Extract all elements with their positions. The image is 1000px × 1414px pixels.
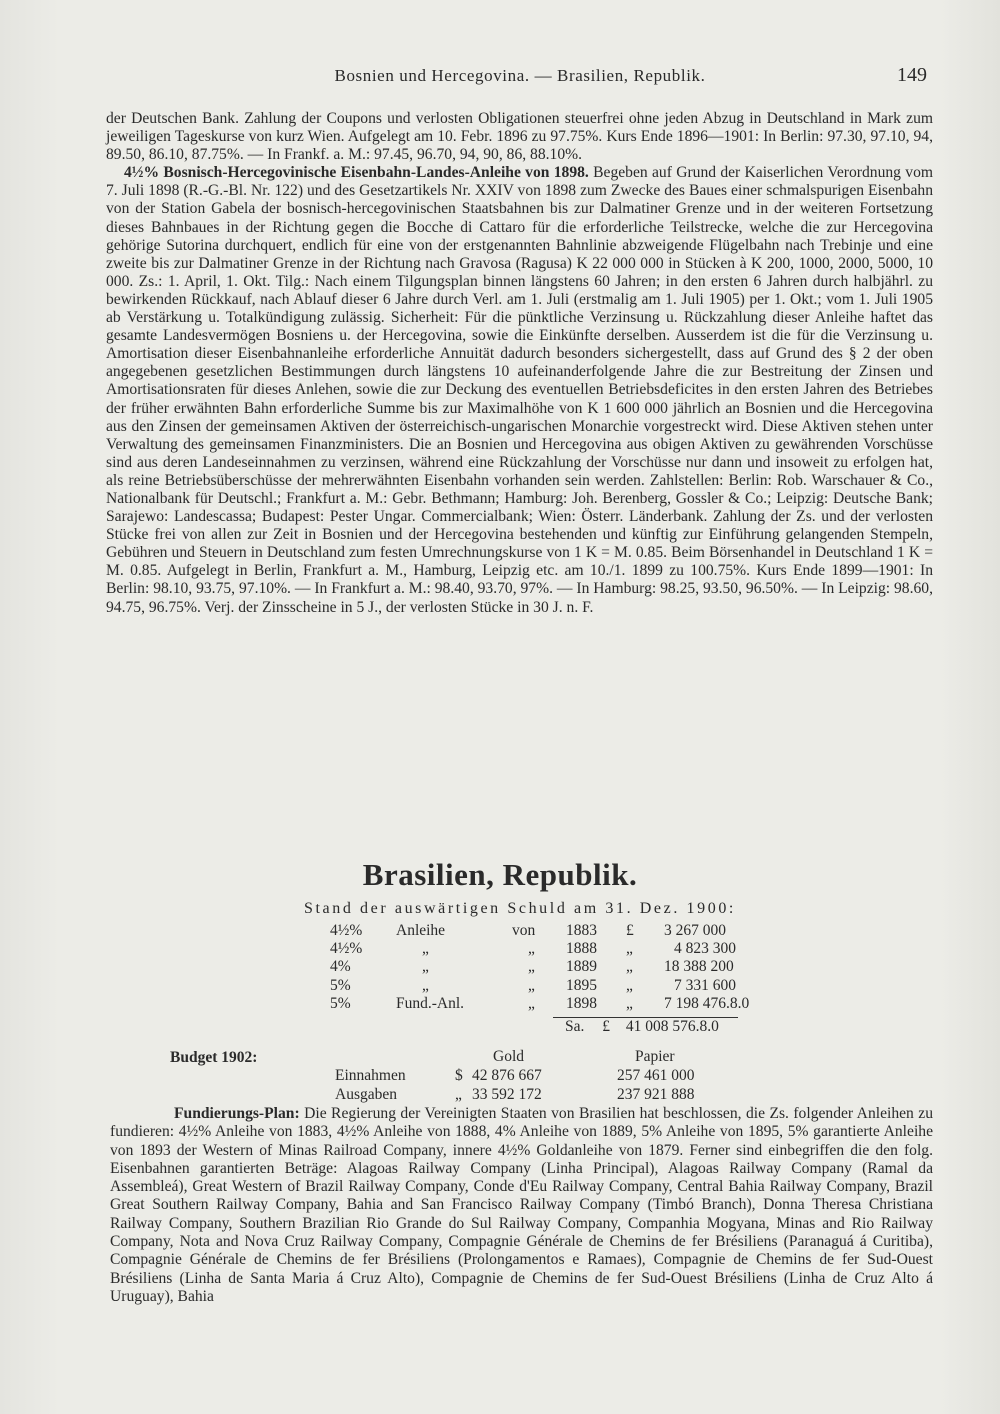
table-row bbox=[330, 922, 794, 940]
budget-row-label: Ausgaben bbox=[335, 1086, 397, 1103]
budget-currency: „ bbox=[455, 1086, 462, 1103]
budget-row-label: Einnahmen bbox=[335, 1067, 406, 1084]
loan-description: Begeben auf Grund der Kaiserlichen Verordnung vom 7. Juli 1898 (R.-G.-Bl. Nr. 122) und des Gesetzartikels Nr. XXIV von 1898 zum Zwecke des Baues einer schmalspurigen Eisenbahn von der Station Gabela der bosnisch-hercegovinischen Staatsbahnen bis zur Dalmatiner Grenze und in der weiteren Fortsetzung dieses Bahnbaues in der Richtung gegen die Bocche di Cattaro für die erforderliche Teilstrecke, welche die zur Hercegovina gehörige Sutorina durchquert, endlich für eine von der erstgenannten Bahnlinie abzweigende Flügelbahn nach Trebinje und eine zweite bis zur Dalmatiner Grenze in der Richtung nach Gravosa (Ragusa) K 22 000 000 in Stücken à K 200, 1000, 2000, 5000, 10 000. Zs.: 1. April, 1. Okt. Tilg.: Nach einem Tilgungsplan binnen längstens 60 Jahren; in den ersten 6 Jahren durch halbjährl. zu bewirkenden Rückkauf, nach Ablauf dieser 6 Jahre durch Verl. am 1. Juli (erstmalig am 1. Juli 1905) per 1. Okt.; vom 1. Juli 1905 ab Verstärkung u. Totalkündigung zulässig. Sicherheit: Für die pünktliche Verzinsung u. Rückzahlung dieser Anleihe haftet das gesamte Landesvermögen Bosniens u. der Hercegovina, sowie die Einkünfte derselben. Ausserdem ist die für die Verzinsung u. Amortisation dieser Eisenbahnanleihe erforderliche Annuität dadurch besonders sichergestellt, dass auf Grund des § 2 der oben angegebenen gesetzlichen Bestimmungen durch längstens 10 aufeinanderfolgende Jahre die zur Bestreitung der Zinsen und Amortisationsraten für dieses Anlehen, sowie die zur Deckung des eventuellen Betriebsdeficites in den ersten Jahren des Betriebes der früher erwähnten Bahn erforderliche Summe bis zur Maximalhöhe von K 1 600 000 jährlich an Bosnien und die Hercegovina aus den Zinsen der gemeinsamen Aktiven der österreichisch-ungarischen Monarchie vorgestreckt wird. Diese Aktiven stehen unter Verwaltung des gemeinsamen Finanzministers. Die an Bosnien und Hercegovina aus obigen Aktiven zu gewährenden Vorschüsse sind aus deren Landeseinnahmen zu verzinsen, während eine Rückzahlung der Vorschüsse nur dann und insoweit zu erfolgen hat, als reine Betriebsüberschüsse der mehrerwähnten Eisenbahn vorhanden sein werden. Zahlstellen: Berlin: Rob. Warschauer & Co., Nationalbank für Deutschl.; Frankfurt a. M.: Gebr. Bethmann; Hamburg: Joh. Berenberg, Gossler & Co.; Leipzig: Deutsche Bank; Sarajewo: Landescassa; Budapest: Pester Ungar. Commercialbank; Wien: Österr. Länderbank. Zahlung der Zs. und der verlosten Stücke frei von allen zur Zeit in Bosnien und der Hercegovina bestehenden und künftig zur Einführung gelangenden Stempeln, Gebühren und Steuern in Deutschland zum festen Umrechnungskurse von 1 K = M. 0.85. Beim Börsenhandel in Deutschland 1 K = M. 0.85. Aufgelegt in Berlin, Frankfurt a. M., Hamburg, Leipzig etc. am 10./1. 1899 zu 100.75%. Kurs Ende 1899—1901: In Berlin: 98.10, 93.75, 97.10%. — In Frankfurt a. M.: 98.40, 93.70, 97%. — In Hamburg: 98.25, 93.50, 96.50%. — In Leipzig: 98.60, 94.75, 96.75%. Verj. der Zinsscheine in 5 J., der verlosten Stücke in 30 J. n. F. bbox=[106, 164, 933, 616]
debt-rate: 4½% bbox=[330, 922, 363, 940]
debt-amount: 7 331 600 bbox=[674, 976, 736, 994]
debt-von: „ bbox=[528, 940, 535, 958]
debt-name: „ bbox=[422, 976, 429, 994]
section-subtitle: Stand der auswärtigen Schuld am 31. Dez. 1900: bbox=[304, 900, 736, 917]
fundierungs-plan-section bbox=[110, 1105, 933, 1306]
debt-von: „ bbox=[528, 994, 535, 1012]
debt-year: 1883 bbox=[566, 922, 597, 940]
debt-von: „ bbox=[528, 958, 535, 976]
sum-label: Sa. bbox=[565, 1018, 585, 1035]
table-row bbox=[330, 940, 794, 958]
budget-label: Budget 1902: bbox=[170, 1049, 258, 1066]
budget-col-papier: Papier bbox=[635, 1048, 675, 1065]
debt-year: 1898 bbox=[566, 994, 597, 1012]
fund-paragraph bbox=[110, 1105, 933, 1306]
fund-body: Die Regierung der Vereinigten Staaten von Brasilien hat beschlossen, die Zs. folgender Anleihen zu fundieren: 4½% Anleihe von 1883, 4½% Anleihe von 1888, 4% Anleihe von 1889, 5% Anleihe von 1895, 5% garantierte Anleihe von 1893 der Western of Minas Railroad Company, innere 4½% Goldanleihe von 1879. Ferner sind einbegriffen die den folg. Eisenbahnen garantierten Beträge: Alagoas Railway Company (Linha Principal), Alagoas Railway Company (Ramal da Assembleá), Great Western of Brazil Railway Company, Conde d'Eu Railway Company, Central Bahia Railway Company, Brazil Great Southern Railway Company, Bahia and San Francisco Railway Company (Timbó Branch), Donna Theresa Christiana Railway Company, Southern Brazilian Rio Grande do Sul Railway Company, Companhia Mogyana, Minas and Rio Railway Company, Nota and Nova Cruz Railway Company, Compagnie Générale de Chemins de fer Brésiliens (Paranaguá á Curitiba), Compagnie Générale de Chemins de fer Brésiliens (Prolongamentos e Ramaes), Compagnie de Chemins de fer Sud-Ouest Brésiliens (Linha de Santa Maria á Cruz Alto), Compagnie de Chemins de fer Sud-Ouest Brésiliens (Linha de Cruz Alto á Uruguay), Bahia bbox=[110, 1105, 933, 1305]
debt-total bbox=[565, 1018, 719, 1036]
table-row bbox=[330, 958, 794, 976]
section-title: Brasilien, Republik. bbox=[362, 857, 638, 892]
debt-currency: „ bbox=[626, 976, 633, 994]
fund-label: Fundierungs-Plan: bbox=[174, 1105, 300, 1122]
debt-amount: 7 198 476.8.0 bbox=[664, 994, 750, 1012]
debt-rate: 5% bbox=[330, 994, 351, 1012]
debt-name: „ bbox=[422, 958, 429, 976]
debt-rate: 4½% bbox=[330, 940, 363, 958]
debt-currency: £ bbox=[626, 922, 634, 940]
budget-gold: 33 592 172 bbox=[472, 1086, 542, 1103]
debt-year: 1895 bbox=[566, 976, 597, 994]
debt-amount: 4 823 300 bbox=[674, 940, 736, 958]
debt-rate: 5% bbox=[330, 976, 351, 994]
page-number: 149 bbox=[897, 64, 927, 86]
budget-col-gold: Gold bbox=[493, 1048, 524, 1065]
budget-gold: 42 876 667 bbox=[472, 1067, 542, 1084]
budget-currency: $ bbox=[455, 1067, 463, 1084]
debt-rate: 4% bbox=[330, 958, 351, 976]
budget-papier: 237 921 888 bbox=[617, 1086, 695, 1103]
debt-name: „ bbox=[422, 940, 429, 958]
budget-papier: 257 461 000 bbox=[617, 1067, 695, 1084]
table-row bbox=[330, 995, 794, 1013]
debt-currency: „ bbox=[626, 958, 633, 976]
running-title: Bosnien und Hercegovina. — Brasilien, Republik. bbox=[334, 66, 706, 85]
debt-von: von bbox=[512, 922, 536, 940]
bosnia-loan-section bbox=[106, 110, 933, 617]
sum-currency: £ bbox=[602, 1018, 610, 1035]
debt-table bbox=[330, 922, 794, 1013]
running-header bbox=[105, 64, 935, 90]
debt-amount: 18 388 200 bbox=[664, 958, 734, 976]
bosnia-paragraph-2 bbox=[106, 164, 933, 616]
debt-von: „ bbox=[528, 976, 535, 994]
debt-currency: „ bbox=[626, 940, 633, 958]
debt-amount: 3 267 000 bbox=[664, 922, 726, 940]
bosnia-paragraph-1: der Deutschen Bank. Zahlung der Coupons und verlosten Obligationen steuerfrei ohne jeden Abzug in Deutschland in Mark zum jeweiligen Tageskurse von kurz Wien. Aufgelegt am 10. Febr. 1896 zu 97.75%. Kurs Ende 1896—1901: In Berlin: 97.30, 97.10, 94, 89.50, 86.10, 87.75%. — In Frankf. a. M.: 97.45, 96.70, 94, 90, 86, 88.10%. bbox=[106, 110, 933, 164]
table-row bbox=[330, 977, 794, 995]
debt-name: Anleihe bbox=[396, 922, 446, 940]
debt-name: Fund.-Anl. bbox=[396, 994, 465, 1012]
loan-title: 4½% Bosnisch-Hercegovinische Eisenbahn-Landes-Anleihe von 1898. bbox=[124, 164, 589, 182]
sum-amount: 41 008 576.8.0 bbox=[625, 1018, 719, 1035]
debt-year: 1888 bbox=[566, 940, 597, 958]
debt-currency: „ bbox=[626, 994, 633, 1012]
debt-year: 1889 bbox=[566, 958, 597, 976]
